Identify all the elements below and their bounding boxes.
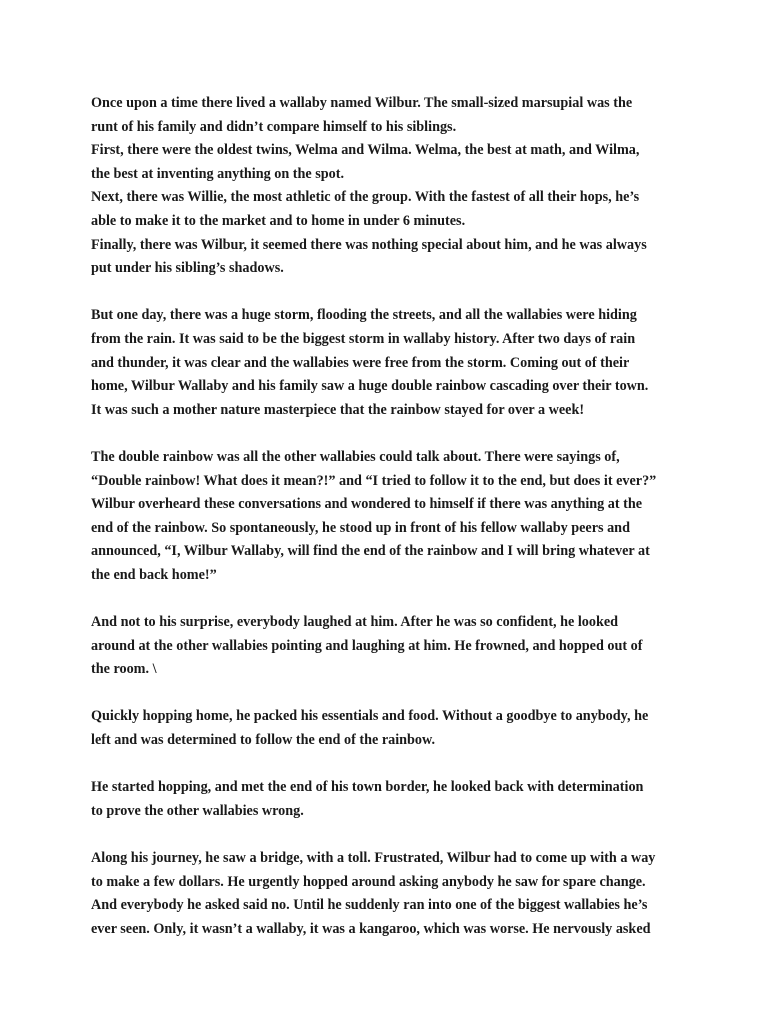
text-line: The double rainbow was all the other wallabies could talk about. There were sayings of, bbox=[91, 448, 620, 465]
text-line: And everybody he asked said no. Until he suddenly ran into one of the biggest wallabies he’s bbox=[91, 897, 648, 914]
text-line: announced, “I, Wilbur Wallaby, will find the end of the rainbow and I will bring whatever at bbox=[91, 543, 650, 560]
paragraph bbox=[91, 776, 691, 823]
text-line: around at the other wallabies pointing and laughing at him. He frowned, and hopped out of bbox=[91, 637, 643, 654]
paragraph bbox=[91, 847, 691, 941]
text-line: able to make it to the market and to home in under 6 minutes. bbox=[91, 212, 466, 229]
text-line: runt of his family and didn’t compare himself to his siblings. bbox=[91, 118, 457, 135]
paragraph bbox=[91, 446, 691, 588]
text-line: “Double rainbow! What does it mean?!” and “I tried to follow it to the end, but does it ever?” bbox=[91, 472, 657, 489]
text-line: First, there were the oldest twins, Welma and Wilma. Welma, the best at math, and Wilma, bbox=[91, 142, 640, 159]
paragraph bbox=[91, 705, 691, 752]
paragraph bbox=[91, 92, 691, 281]
paragraph bbox=[91, 611, 691, 682]
text-line: the end back home!” bbox=[91, 566, 217, 583]
text-line: to make a few dollars. He urgently hopped around asking anybody he saw for spare change. bbox=[91, 873, 646, 890]
text-line: end of the rainbow. So spontaneously, he stood up in front of his fellow wallaby peers and bbox=[91, 519, 630, 536]
text-line: ever seen. Only, it wasn’t a wallaby, it was a kangaroo, which was worse. He nervously asked bbox=[91, 920, 651, 937]
text-line: home, Wilbur Wallaby and his family saw a huge double rainbow cascading over their town. bbox=[91, 378, 649, 395]
text-line: He started hopping, and met the end of his town border, he looked back with determination bbox=[91, 779, 644, 796]
paragraph bbox=[91, 304, 691, 422]
text-line: Finally, there was Wilbur, it seemed there was nothing special about him, and he was always bbox=[91, 236, 647, 253]
document-body bbox=[91, 92, 691, 965]
text-line: Wilbur overheard these conversations and wondered to himself if there was anything at the bbox=[91, 496, 643, 513]
text-line: Once upon a time there lived a wallaby named Wilbur. The small-sized marsupial was the bbox=[91, 95, 633, 111]
text-line: from the rain. It was said to be the biggest storm in wallaby history. After two days of rain bbox=[91, 330, 636, 347]
text-line: left and was determined to follow the end of the rainbow. bbox=[91, 732, 436, 749]
text-line: But one day, there was a huge storm, flooding the streets, and all the wallabies were hiding bbox=[91, 307, 637, 324]
text-line: Along his journey, he saw a bridge, with a toll. Frustrated, Wilbur had to come up with a way bbox=[91, 850, 656, 866]
text-line: put under his sibling’s shadows. bbox=[91, 260, 284, 277]
text-line: and thunder, it was clear and the wallabies were free from the storm. Coming out of their bbox=[91, 354, 630, 371]
text-line: to prove the other wallabies wrong. bbox=[91, 802, 304, 819]
text-line: It was such a mother nature masterpiece that the rainbow stayed for over a week! bbox=[91, 401, 585, 418]
text-line: And not to his surprise, everybody laughed at him. After he was so confident, he looked bbox=[91, 614, 619, 631]
text-line: Next, there was Willie, the most athletic of the group. With the fastest of all their hops, he’s bbox=[91, 189, 640, 206]
text-line: the best at inventing anything on the spot. bbox=[91, 165, 345, 182]
text-line: the room. \ bbox=[91, 661, 157, 678]
text-line: Quickly hopping home, he packed his essentials and food. Without a goodbye to anybody, he bbox=[91, 708, 649, 725]
